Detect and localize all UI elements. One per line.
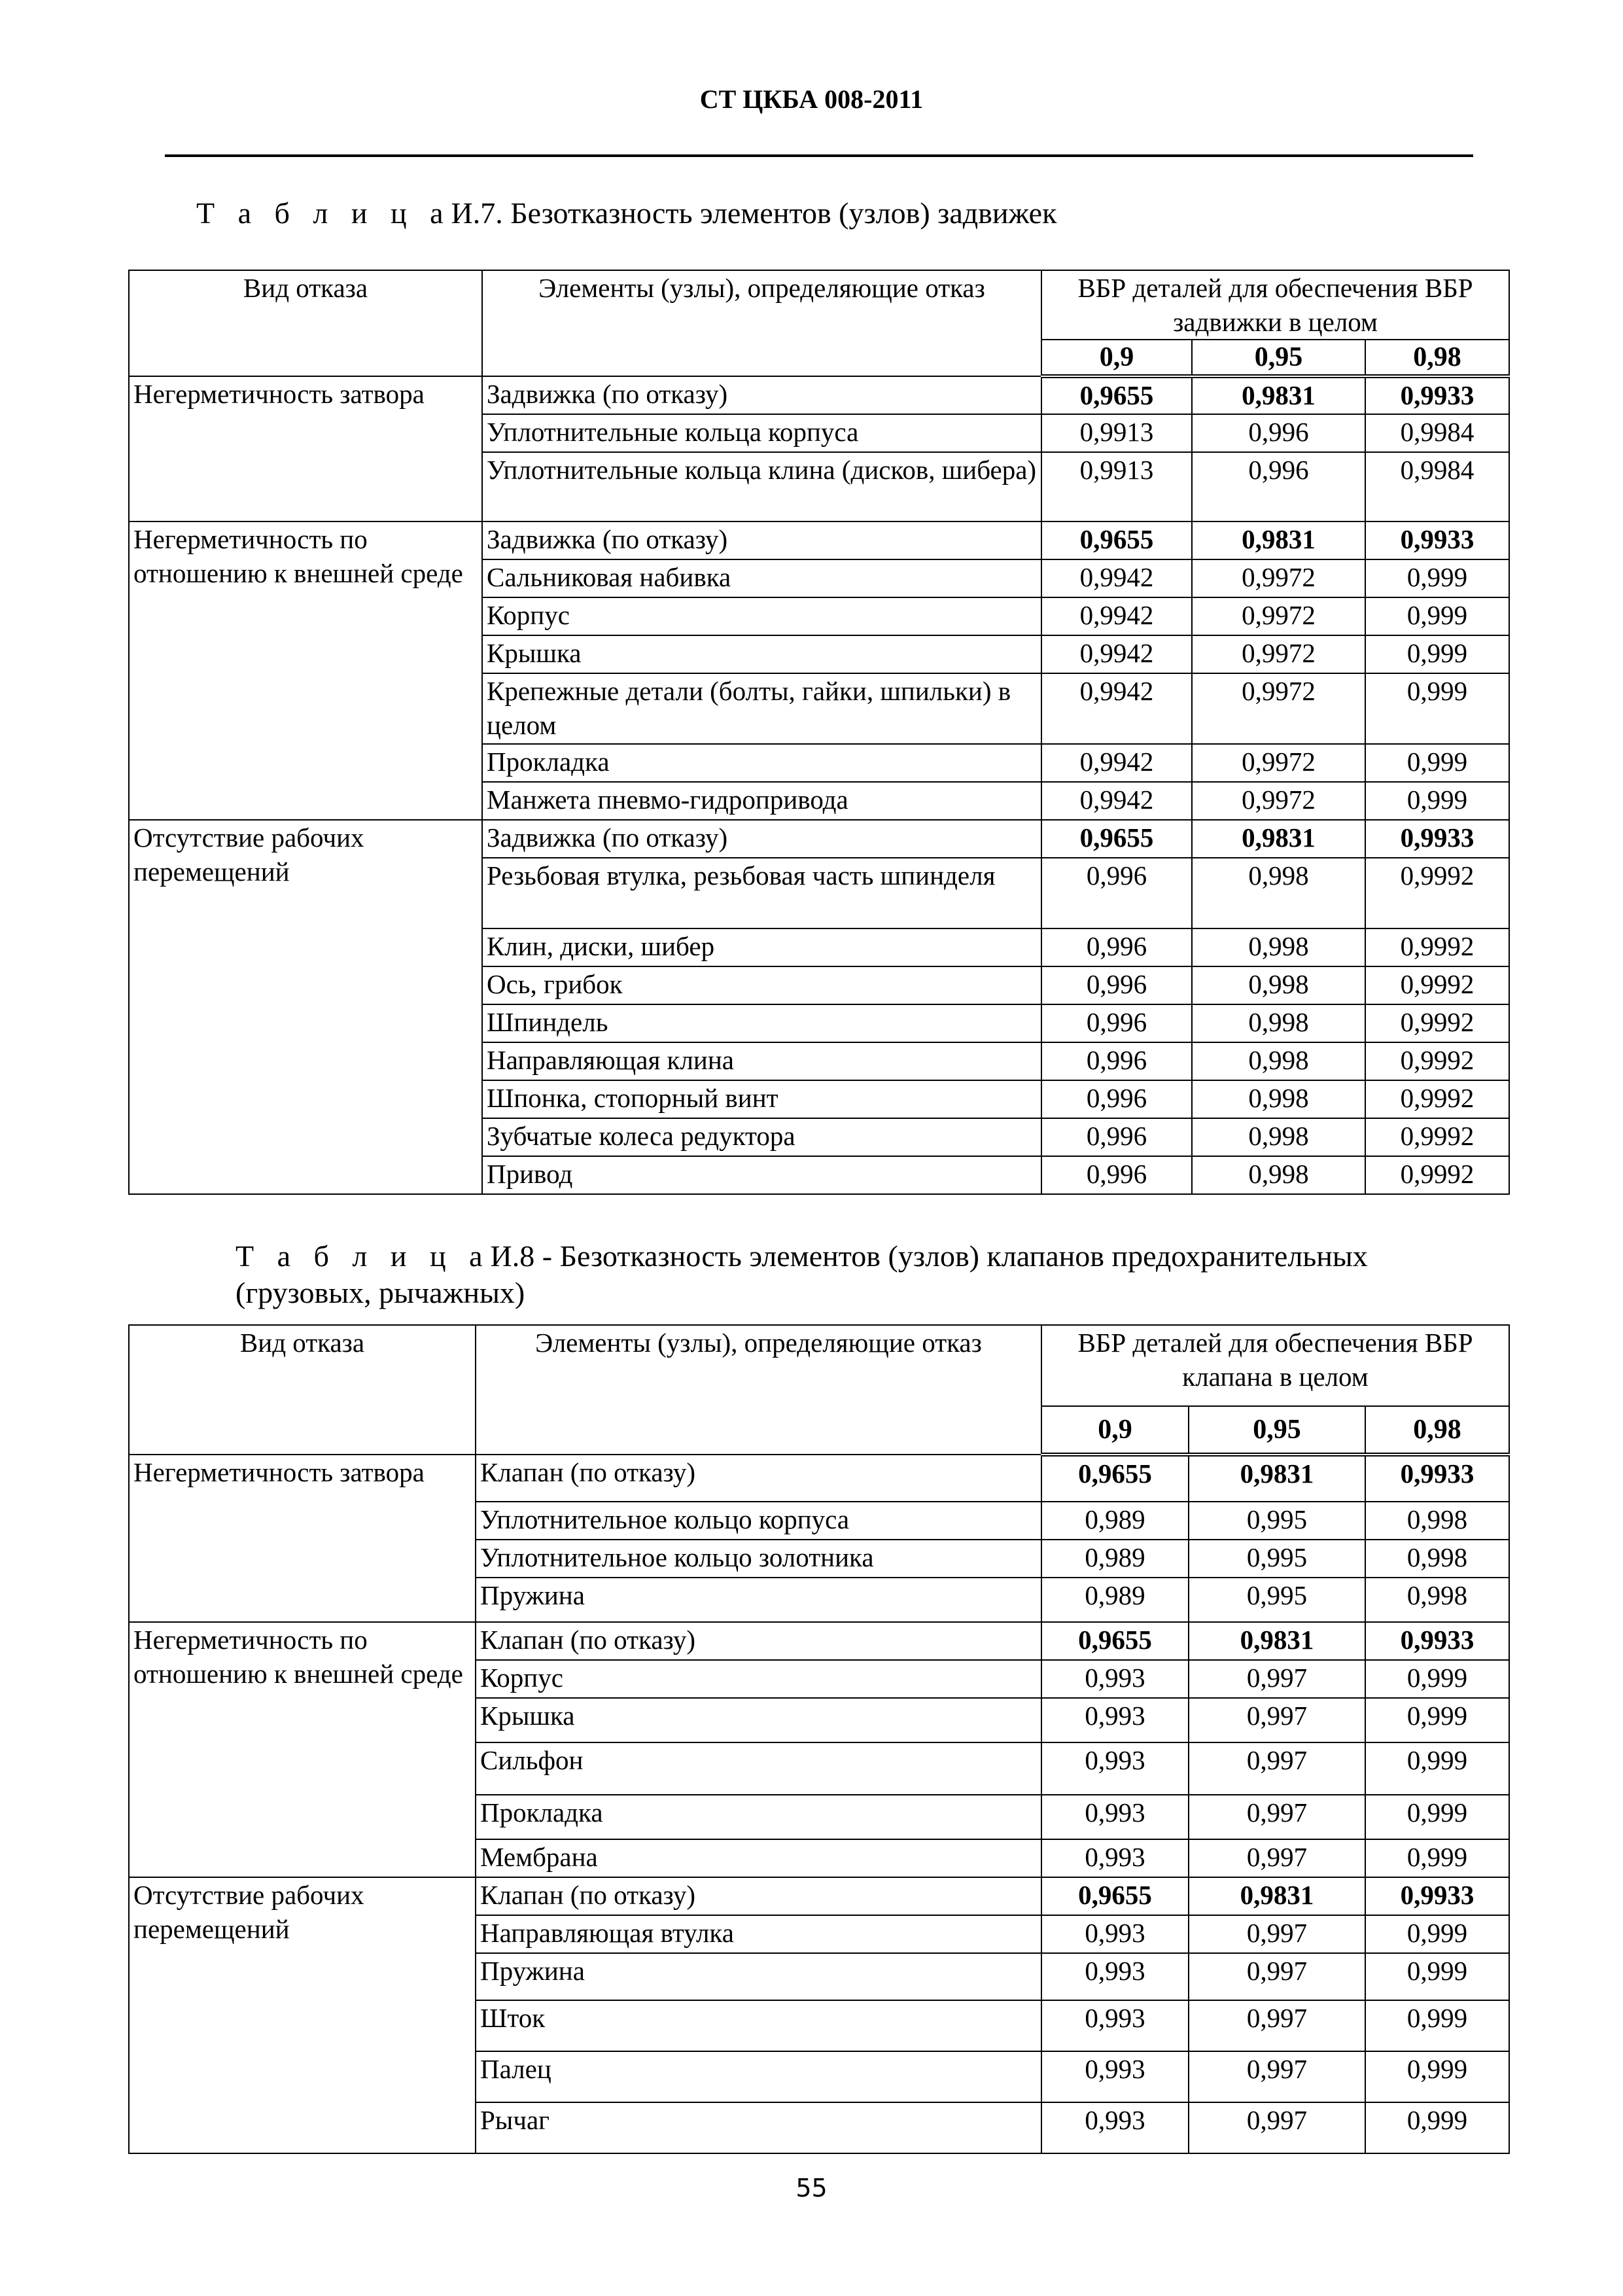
value-cell-098: 0,999 (1365, 1742, 1509, 1795)
value-cell-090: 0,9942 (1041, 635, 1192, 673)
element-cell: Прокладка (482, 744, 1041, 782)
element-cell: Корпус (482, 597, 1041, 635)
value-cell-098: 0,9992 (1365, 928, 1509, 966)
failure-type-cell: Негерметичность затвора (129, 1455, 476, 1622)
value-cell-098: 0,9933 (1365, 376, 1509, 414)
value-cell-090: 0,996 (1041, 1004, 1192, 1042)
value-cell-095: 0,9831 (1192, 820, 1365, 858)
table2-header-failure-type: Вид отказа (129, 1325, 476, 1455)
value-cell-090: 0,996 (1041, 858, 1192, 928)
element-cell: Шпонка, стопорный винт (482, 1080, 1041, 1118)
failure-type-cell: Отсутствие рабочих перемещений (129, 1877, 476, 2153)
value-cell-098: 0,9933 (1365, 521, 1509, 559)
table1-header-group: ВБР деталей для обеспечения ВБР задвижки в целом (1041, 270, 1509, 340)
value-cell-098: 0,9992 (1365, 1156, 1509, 1194)
value-cell-090: 0,9913 (1041, 452, 1192, 521)
value-cell-098: 0,998 (1365, 1540, 1509, 1578)
value-cell-095: 0,9972 (1192, 635, 1365, 673)
value-cell-098: 0,999 (1365, 1660, 1509, 1698)
value-cell-098: 0,999 (1365, 2051, 1509, 2102)
value-cell-090: 0,993 (1041, 1742, 1189, 1795)
table2-header-level-098: 0,98 (1365, 1406, 1509, 1455)
element-cell: Рычаг (476, 2102, 1041, 2153)
value-cell-098: 0,999 (1365, 782, 1509, 820)
element-cell: Прокладка (476, 1795, 1041, 1839)
element-cell: Направляющая клина (482, 1042, 1041, 1080)
table2-header-group: ВБР деталей для обеспечения ВБР клапана в целом (1041, 1325, 1509, 1406)
value-cell-090: 0,996 (1041, 1118, 1192, 1156)
failure-type-cell: Отсутствие рабочих перемещений (129, 820, 482, 1194)
value-cell-095: 0,997 (1189, 1742, 1365, 1795)
value-cell-095: 0,995 (1189, 1540, 1365, 1578)
element-cell: Мембрана (476, 1839, 1041, 1877)
value-cell-090: 0,996 (1041, 1080, 1192, 1118)
value-cell-095: 0,997 (1189, 1698, 1365, 1742)
table1-body (129, 376, 1509, 1194)
value-cell-095: 0,997 (1189, 1795, 1365, 1839)
element-cell: Корпус (476, 1660, 1041, 1698)
element-cell: Клапан (по отказу) (476, 1877, 1041, 1915)
failure-type-cell: Негерметичность по отношению к внешней среде (129, 1622, 476, 1877)
value-cell-095: 0,998 (1192, 1080, 1365, 1118)
failure-type-cell: Негерметичность затвора (129, 376, 482, 521)
value-cell-090: 0,9913 (1041, 414, 1192, 452)
element-cell: Клапан (по отказу) (476, 1622, 1041, 1660)
value-cell-095: 0,995 (1189, 1578, 1365, 1622)
value-cell-090: 0,996 (1041, 1156, 1192, 1194)
value-cell-095: 0,9831 (1192, 376, 1365, 414)
value-cell-090: 0,9942 (1041, 597, 1192, 635)
element-cell: Сильфон (476, 1742, 1041, 1795)
value-cell-095: 0,9972 (1192, 673, 1365, 744)
element-cell: Сальниковая набивка (482, 559, 1041, 597)
element-cell: Шток (476, 2000, 1041, 2051)
value-cell-090: 0,989 (1041, 1578, 1189, 1622)
table-row (129, 1877, 1509, 1915)
element-cell: Крышка (476, 1698, 1041, 1742)
value-cell-095: 0,997 (1189, 2051, 1365, 2102)
value-cell-098: 0,9933 (1365, 820, 1509, 858)
value-cell-098: 0,9984 (1365, 452, 1509, 521)
value-cell-090: 0,996 (1041, 1042, 1192, 1080)
element-cell: Уплотнительные кольца корпуса (482, 414, 1041, 452)
element-cell: Направляющая втулка (476, 1915, 1041, 1953)
table2-body (129, 1455, 1509, 2153)
value-cell-090: 0,996 (1041, 966, 1192, 1004)
element-cell: Задвижка (по отказу) (482, 820, 1041, 858)
table2-reliability-safety-valves (128, 1324, 1510, 2154)
table1-caption (196, 195, 1056, 232)
value-cell-098: 0,999 (1365, 2102, 1509, 2153)
element-cell: Резьбовая втулка, резьбовая часть шпинделя (482, 858, 1041, 928)
value-cell-090: 0,9942 (1041, 744, 1192, 782)
value-cell-098: 0,9933 (1365, 1455, 1509, 1502)
value-cell-090: 0,993 (1041, 2051, 1189, 2102)
value-cell-090: 0,9655 (1041, 1622, 1189, 1660)
table1-caption-prefix: Т а б л и ц а (196, 196, 451, 230)
value-cell-095: 0,9831 (1192, 521, 1365, 559)
table2-header-level-095: 0,95 (1189, 1406, 1365, 1455)
table-row (129, 376, 1509, 414)
table2-header-level-090: 0,9 (1041, 1406, 1189, 1455)
value-cell-090: 0,993 (1041, 2000, 1189, 2051)
value-cell-090: 0,993 (1041, 1953, 1189, 2000)
value-cell-098: 0,9992 (1365, 1042, 1509, 1080)
table1-reliability-gate-valves (128, 270, 1510, 1195)
value-cell-098: 0,9992 (1365, 1118, 1509, 1156)
table1-header-failure-type: Вид отказа (129, 270, 482, 376)
value-cell-090: 0,993 (1041, 1839, 1189, 1877)
element-cell: Шпиндель (482, 1004, 1041, 1042)
table1-header-level-090: 0,9 (1041, 340, 1192, 376)
document-standard-code: СТ ЦКБА 008-2011 (699, 84, 924, 114)
value-cell-090: 0,9655 (1041, 1455, 1189, 1502)
table2-caption-prefix: Т а б л и ц а (236, 1239, 491, 1273)
value-cell-098: 0,999 (1365, 559, 1509, 597)
value-cell-090: 0,989 (1041, 1502, 1189, 1540)
table2-caption-line2: (грузовых, рычажных) (236, 1276, 525, 1309)
table2-header-elements: Элементы (узлы), определяющие отказ (476, 1325, 1041, 1455)
header-rule (165, 154, 1473, 157)
element-cell: Пружина (476, 1953, 1041, 2000)
element-cell: Уплотнительное кольцо золотника (476, 1540, 1041, 1578)
element-cell: Уплотнительные кольца клина (дисков, шибера) (482, 452, 1041, 521)
table1-header-level-098: 0,98 (1365, 340, 1509, 376)
element-cell: Крепежные детали (болты, гайки, шпильки) в целом (482, 673, 1041, 744)
element-cell: Задвижка (по отказу) (482, 521, 1041, 559)
value-cell-095: 0,998 (1192, 1118, 1365, 1156)
value-cell-098: 0,999 (1365, 1915, 1509, 1953)
value-cell-090: 0,993 (1041, 1660, 1189, 1698)
value-cell-090: 0,989 (1041, 1540, 1189, 1578)
element-cell: Задвижка (по отказу) (482, 376, 1041, 414)
value-cell-095: 0,9972 (1192, 597, 1365, 635)
value-cell-098: 0,999 (1365, 1953, 1509, 2000)
element-cell: Манжета пневмо-гидропривода (482, 782, 1041, 820)
value-cell-095: 0,998 (1192, 1042, 1365, 1080)
value-cell-095: 0,9972 (1192, 782, 1365, 820)
element-cell: Ось, грибок (482, 966, 1041, 1004)
value-cell-090: 0,993 (1041, 1915, 1189, 1953)
value-cell-098: 0,999 (1365, 1839, 1509, 1877)
table-row (129, 521, 1509, 559)
element-cell: Зубчатые колеса редуктора (482, 1118, 1041, 1156)
table1-header-elements: Элементы (узлы), определяющие отказ (482, 270, 1041, 376)
value-cell-095: 0,9831 (1189, 1622, 1365, 1660)
value-cell-095: 0,997 (1189, 2000, 1365, 2051)
value-cell-095: 0,997 (1189, 1660, 1365, 1698)
page-number: 55 (795, 2174, 828, 2202)
value-cell-098: 0,999 (1365, 597, 1509, 635)
value-cell-095: 0,9831 (1189, 1877, 1365, 1915)
value-cell-090: 0,993 (1041, 1795, 1189, 1839)
value-cell-095: 0,997 (1189, 1839, 1365, 1877)
element-cell: Привод (482, 1156, 1041, 1194)
value-cell-098: 0,9992 (1365, 1080, 1509, 1118)
value-cell-090: 0,9655 (1041, 521, 1192, 559)
table-row (129, 1622, 1509, 1660)
table1-caption-text: И.7. Безотказность элементов (узлов) задвижек (451, 196, 1057, 230)
value-cell-090: 0,993 (1041, 1698, 1189, 1742)
value-cell-090: 0,9942 (1041, 673, 1192, 744)
element-cell: Палец (476, 2051, 1041, 2102)
element-cell: Уплотнительное кольцо корпуса (476, 1502, 1041, 1540)
value-cell-098: 0,9933 (1365, 1877, 1509, 1915)
value-cell-098: 0,999 (1365, 744, 1509, 782)
value-cell-095: 0,996 (1192, 414, 1365, 452)
value-cell-098: 0,998 (1365, 1578, 1509, 1622)
value-cell-090: 0,9655 (1041, 376, 1192, 414)
value-cell-095: 0,9972 (1192, 744, 1365, 782)
value-cell-098: 0,9992 (1365, 966, 1509, 1004)
value-cell-095: 0,998 (1192, 1004, 1365, 1042)
value-cell-095: 0,997 (1189, 2102, 1365, 2153)
value-cell-098: 0,999 (1365, 1795, 1509, 1839)
value-cell-098: 0,9992 (1365, 858, 1509, 928)
value-cell-095: 0,996 (1192, 452, 1365, 521)
value-cell-090: 0,9942 (1041, 559, 1192, 597)
value-cell-098: 0,999 (1365, 1698, 1509, 1742)
value-cell-090: 0,9655 (1041, 820, 1192, 858)
value-cell-098: 0,9933 (1365, 1622, 1509, 1660)
value-cell-098: 0,999 (1365, 673, 1509, 744)
value-cell-098: 0,9984 (1365, 414, 1509, 452)
value-cell-090: 0,9655 (1041, 1877, 1189, 1915)
value-cell-095: 0,9972 (1192, 559, 1365, 597)
value-cell-098: 0,998 (1365, 1502, 1509, 1540)
table2-caption-text: И.8 - Безотказность элементов (узлов) клапанов предохранительных (490, 1239, 1368, 1273)
value-cell-098: 0,999 (1365, 2000, 1509, 2051)
failure-type-cell: Негерметичность по отношению к внешней среде (129, 521, 482, 820)
value-cell-095: 0,997 (1189, 1915, 1365, 1953)
value-cell-095: 0,9831 (1189, 1455, 1365, 1502)
value-cell-098: 0,999 (1365, 635, 1509, 673)
value-cell-095: 0,998 (1192, 966, 1365, 1004)
table2-caption (236, 1238, 1368, 1311)
table-row (129, 820, 1509, 858)
element-cell: Крышка (482, 635, 1041, 673)
table-row (129, 1455, 1509, 1502)
value-cell-090: 0,996 (1041, 928, 1192, 966)
value-cell-095: 0,998 (1192, 1156, 1365, 1194)
element-cell: Клапан (по отказу) (476, 1455, 1041, 1502)
element-cell: Клин, диски, шибер (482, 928, 1041, 966)
value-cell-090: 0,9942 (1041, 782, 1192, 820)
value-cell-095: 0,998 (1192, 858, 1365, 928)
value-cell-098: 0,9992 (1365, 1004, 1509, 1042)
value-cell-095: 0,995 (1189, 1502, 1365, 1540)
value-cell-095: 0,998 (1192, 928, 1365, 966)
value-cell-095: 0,997 (1189, 1953, 1365, 2000)
value-cell-090: 0,993 (1041, 2102, 1189, 2153)
element-cell: Пружина (476, 1578, 1041, 1622)
table1-header-level-095: 0,95 (1192, 340, 1365, 376)
